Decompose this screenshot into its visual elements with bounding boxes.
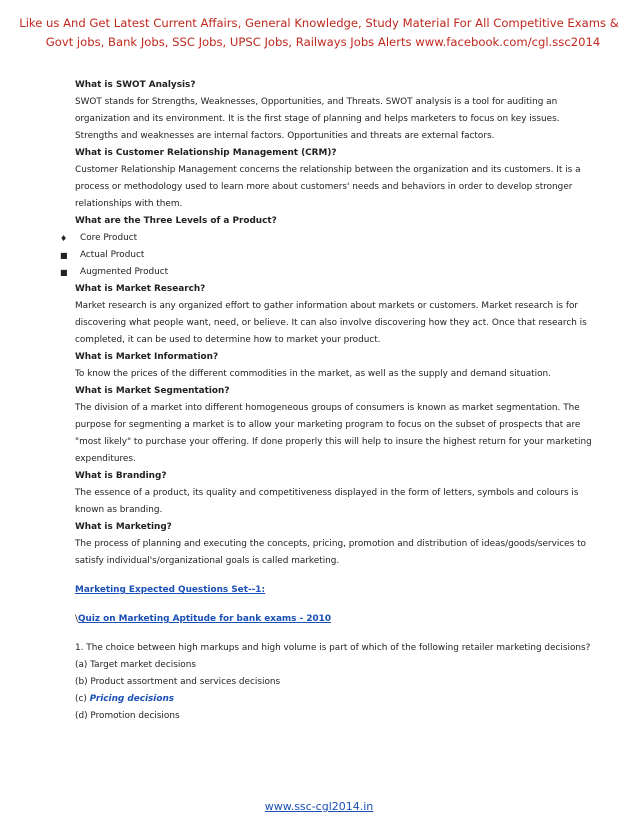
marketing-heading: What is Marketing? bbox=[75, 522, 172, 532]
paragraph-line: The division of a market into different homogeneous groups of consumers is known as market segmentation. The bbox=[75, 403, 580, 413]
option-c bbox=[75, 691, 575, 708]
option-c-prefix: (c) bbox=[75, 694, 90, 704]
list-item bbox=[60, 230, 575, 247]
paragraph-line: Customer Relationship Management concerns the relationship between the organization and its customers. It is a bbox=[75, 165, 581, 175]
market-information-heading: What is Market Information? bbox=[75, 352, 219, 362]
paragraph-line: expenditures. bbox=[75, 454, 136, 464]
paragraph-line: Strengths and weaknesses are internal factors. Opportunities and threats are external factors. bbox=[75, 131, 495, 141]
product-levels-heading: What are the Three Levels of a Product? bbox=[75, 216, 277, 226]
paragraph-line: Market research is any organized effort to gather information about markets or customers. Market research is for bbox=[75, 301, 579, 311]
list-item-label: Core Product bbox=[80, 233, 138, 243]
market-segmentation-heading: What is Market Segmentation? bbox=[75, 386, 230, 396]
list-item bbox=[60, 264, 575, 281]
banner-line-2: Govt jobs, Bank Jobs, SSC Jobs, UPSC Jobs, Railways Jobs Alerts www.facebook.com/cgl.ssc2014 bbox=[45, 35, 601, 49]
market-research-heading: What is Market Research? bbox=[75, 284, 206, 294]
paragraph-line: discovering what people want, need, or believe. It can also involve discovering how they act. Once that research is bbox=[75, 318, 587, 328]
paragraph-line: satisfy individual's/organizational goals is called marketing. bbox=[75, 556, 340, 566]
questions-set-link[interactable]: Marketing Expected Questions Set--1: bbox=[75, 585, 266, 595]
footer bbox=[0, 795, 638, 814]
product-levels-list bbox=[60, 230, 575, 281]
square-bullet-icon: ■ bbox=[60, 268, 68, 277]
footer-site-link[interactable]: www.ssc-cgl2014.in bbox=[264, 800, 374, 813]
document-body bbox=[60, 77, 592, 725]
crm-heading: What is Customer Relationship Management (CRM)? bbox=[75, 148, 337, 158]
list-item bbox=[60, 247, 575, 264]
paragraph-line: organization and its environment. It is the first stage of planning and helps marketers to focus on key issues. bbox=[75, 114, 560, 124]
paragraph-line: "most likely" to purchase your offering. If done properly this will help to insure the highest return for your marketing bbox=[75, 437, 592, 447]
option-d: (d) Promotion decisions bbox=[75, 711, 180, 721]
paragraph-line: The process of planning and executing the concepts, pricing, promotion and distribution of ideas/goods/services to bbox=[75, 539, 586, 549]
list-item-label: Augmented Product bbox=[80, 267, 169, 277]
option-b: (b) Product assortment and services decisions bbox=[75, 677, 281, 687]
swot-heading: What is SWOT Analysis? bbox=[75, 80, 196, 90]
paragraph-line: relationships with them. bbox=[75, 199, 183, 209]
paragraph-line: completed, it can be used to determine how to market your product. bbox=[75, 335, 381, 345]
quiz-link[interactable]: Quiz on Marketing Aptitude for bank exams - 2010 bbox=[78, 614, 332, 624]
question-text: 1. The choice between high markups and high volume is part of which of the following retailer marketing decisions? bbox=[75, 643, 591, 653]
square-bullet-icon: ■ bbox=[60, 251, 68, 260]
option-a: (a) Target market decisions bbox=[75, 660, 196, 670]
paragraph-line: To know the prices of the different commodities in the market, as well as the supply and demand situation. bbox=[75, 369, 551, 379]
paragraph-line: SWOT stands for Strengths, Weaknesses, Opportunities, and Threats. SWOT analysis is a tool for auditing an bbox=[75, 97, 558, 107]
top-banner bbox=[0, 14, 638, 52]
option-c-answer: Pricing decisions bbox=[89, 694, 175, 704]
branding-heading: What is Branding? bbox=[75, 471, 167, 481]
paragraph-line: known as branding. bbox=[75, 505, 163, 515]
list-item-label: Actual Product bbox=[80, 250, 145, 260]
paragraph-line: purpose for segmenting a market is to allow your marketing program to focus on the subset of prospects that are bbox=[75, 420, 581, 430]
banner-line-1: Like us And Get Latest Current Affairs, General Knowledge, Study Material For All Competitive Exams & bbox=[19, 16, 619, 30]
paragraph-line: The essence of a product, its quality and competitiveness displayed in the form of letters, symbols and colours is bbox=[75, 488, 579, 498]
paragraph-line: process or methodology used to learn more about customers' needs and behaviors in order to develop stronger bbox=[75, 182, 573, 192]
backslash-prefix: \ bbox=[75, 614, 78, 624]
diamond-bullet-icon: ♦ bbox=[60, 234, 68, 243]
